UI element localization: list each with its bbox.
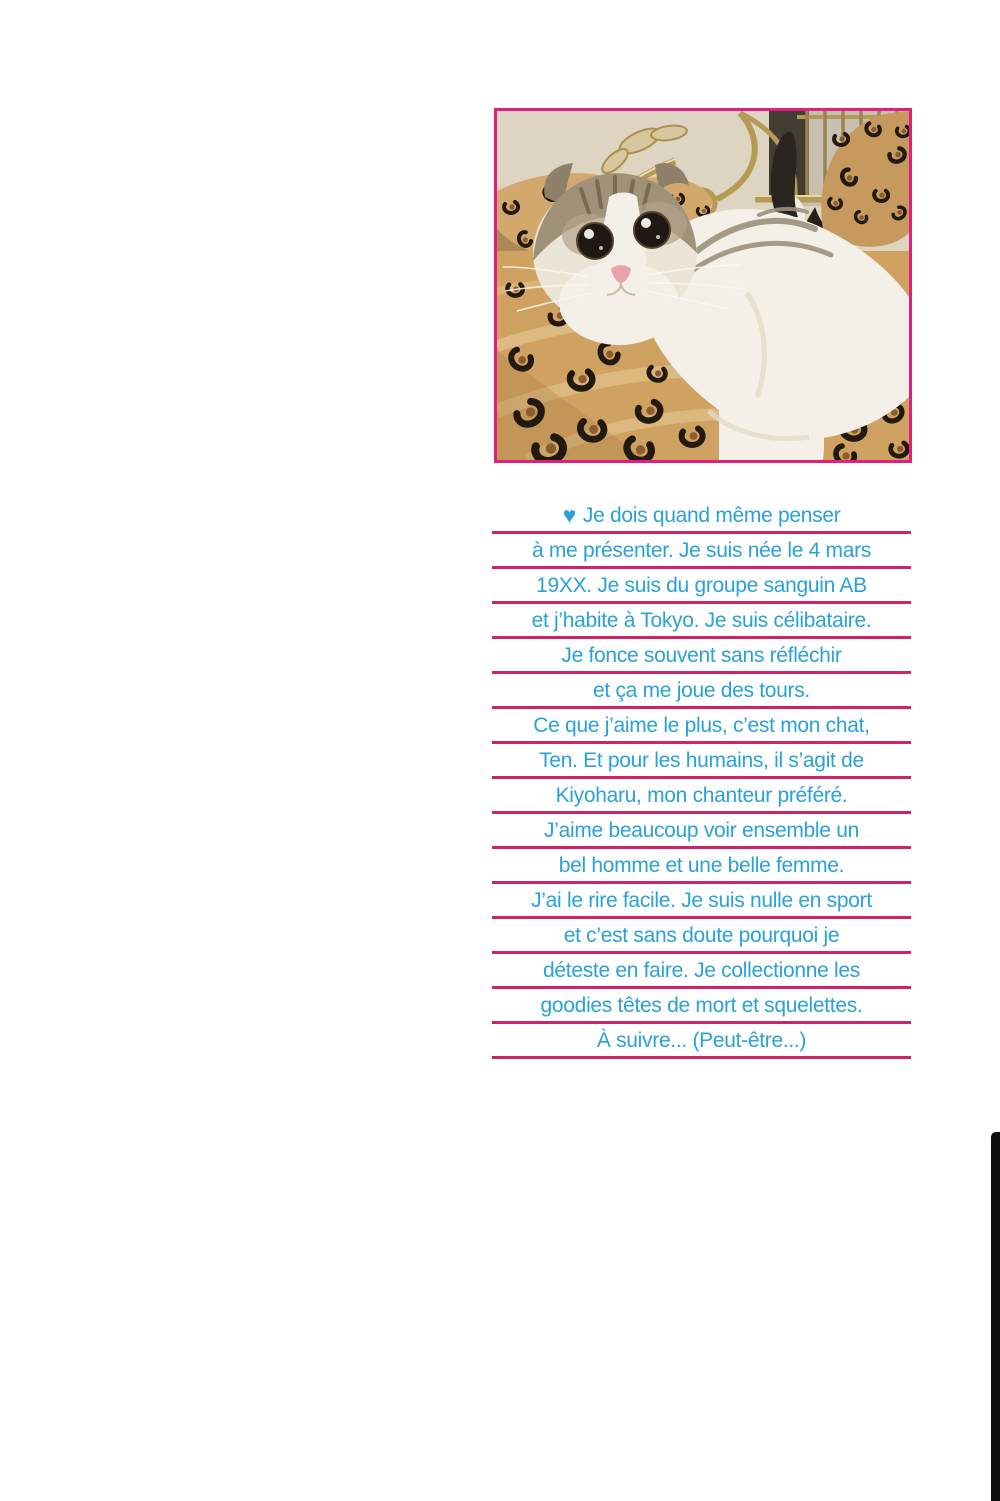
- profile-text-block: [492, 499, 911, 1059]
- profile-line: À suivre... (Peut-être...): [492, 1024, 911, 1059]
- profile-line: J’ai le rire facile. Je suis nulle en sport: [492, 884, 911, 919]
- profile-line: J’aime beaucoup voir ensemble un: [492, 814, 911, 849]
- profile-line: Ten. Et pour les humains, il s’agit de: [492, 744, 911, 779]
- profile-line: bel homme et une belle femme.: [492, 849, 911, 884]
- profile-line-text: Je dois quand même penser: [582, 503, 841, 527]
- profile-line: Je fonce souvent sans réfléchir: [492, 639, 911, 674]
- profile-line: déteste en faire. Je collectionne les: [492, 954, 911, 989]
- cat-photo: [497, 111, 909, 460]
- cat-photo-frame: [494, 108, 912, 463]
- profile-line: et ça me joue des tours.: [492, 674, 911, 709]
- cat-eye-right: [634, 212, 670, 248]
- page-edge-bar: [991, 1132, 1000, 1501]
- profile-line: Ce que j’aime le plus, c’est mon chat,: [492, 709, 911, 744]
- profile-line: goodies têtes de mort et squelettes.: [492, 989, 911, 1024]
- profile-line: 19XX. Je suis du groupe sanguin AB: [492, 569, 911, 604]
- profile-line: et j’habite à Tokyo. Je suis célibataire.: [492, 604, 911, 639]
- heart-icon: ♥: [562, 501, 576, 528]
- profile-line: à me présenter. Je suis née le 4 mars: [492, 534, 911, 569]
- cat-eye-left: [577, 223, 613, 259]
- profile-line: et c’est sans doute pourquoi je: [492, 919, 911, 954]
- profile-line: Kiyoharu, mon chanteur préféré.: [492, 779, 911, 814]
- profile-line: [492, 499, 911, 534]
